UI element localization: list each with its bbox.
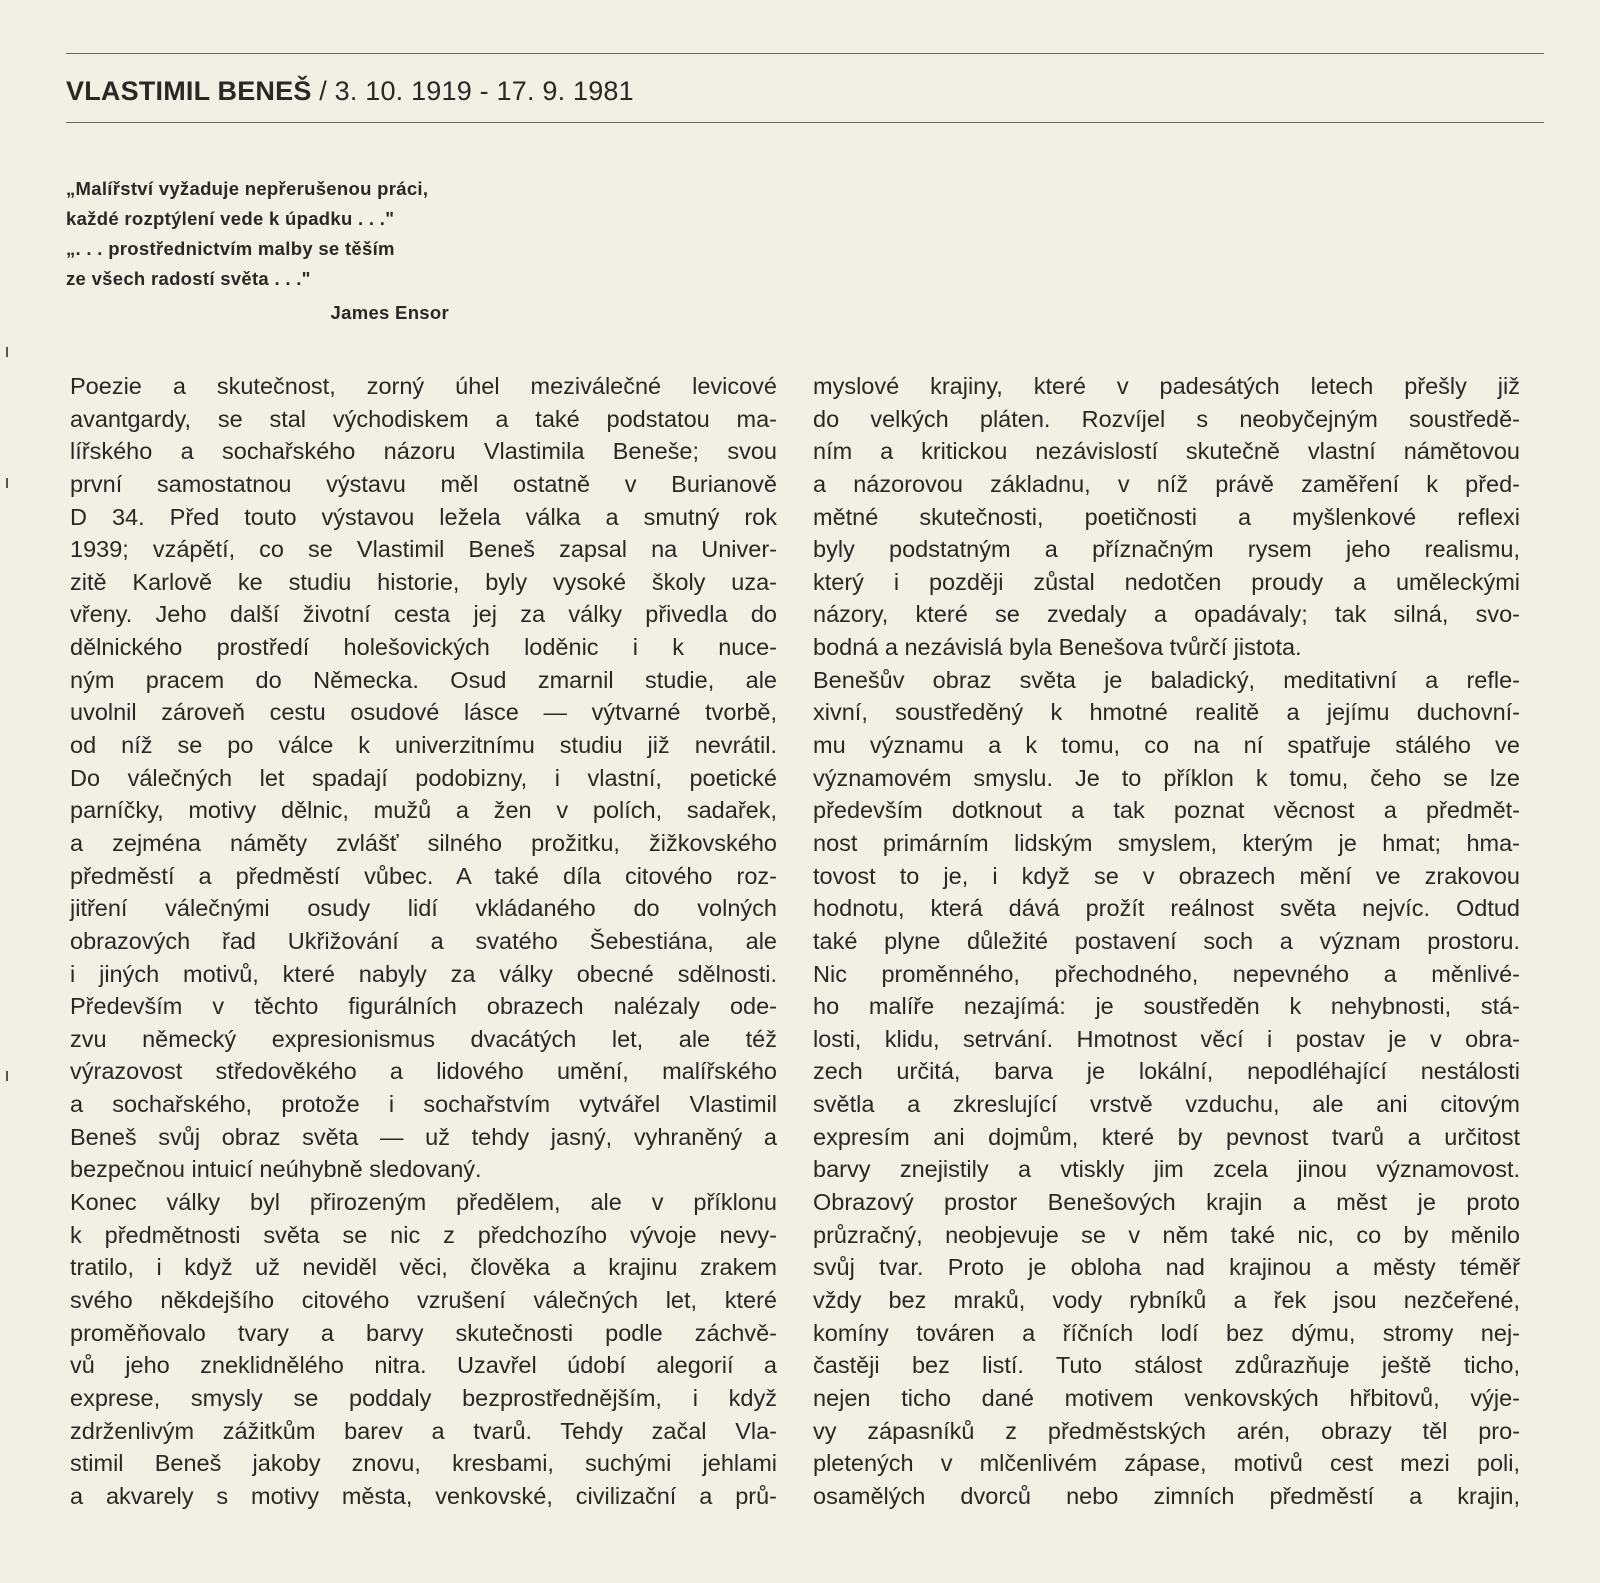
text-line: Obrazový prostor Benešových krajin a měst je proto: [813, 1189, 1520, 1216]
page-header: [66, 76, 634, 107]
text-line: a zejména náměty zvlášť silného prožitku, žižkovského: [70, 829, 777, 856]
text-line: a názorovou základnu, v níž právě zaměření k před-: [813, 470, 1520, 497]
text-line: bodná a nezávislá byla Benešova tvůrčí jistota.: [813, 634, 1302, 661]
text-line: xivní, soustředěný k hmotné realitě a jejímu duchovní-: [813, 699, 1520, 726]
text-line: mu významu a k tomu, co na ní spatřuje stálého ve: [813, 732, 1520, 759]
text-line: nost primárním lidským smyslem, kterým je hmat; hma-: [813, 829, 1520, 856]
text-line: výrazovost středověkého a lidového umění, malířského: [70, 1058, 777, 1085]
text-line: do velkých pláten. Rozvíjel s neobyčejným soustředě-: [813, 405, 1520, 432]
text-line: uvolnil zároveň cestu osudové lásce — výtvarné tvorbě,: [70, 699, 777, 726]
text-line: svého někdejšího citového vzrušení válečných let, které: [70, 1286, 777, 1313]
text-line: vždy bez mraků, vody rybníků a řek jsou nezčeřené,: [813, 1286, 1520, 1313]
text-line: vy zápasníků z předměstských arén, obrazy těl pro-: [813, 1417, 1520, 1444]
text-line: předměstí a předměstí vůbec. A také díla citového roz-: [70, 862, 777, 889]
text-line: lířského a sochařského názoru Vlastimila Beneše; svou: [70, 438, 777, 465]
text-line: Poezie a skutečnost, zorný úhel meziválečné levicové: [70, 373, 777, 399]
text-line: od níž se po válce k univerzitnímu studiu již nevrátil.: [70, 732, 777, 759]
text-column-left: [70, 370, 777, 1512]
quote-author: James Ensor: [330, 302, 449, 323]
text-line: také plyne důležité postavení soch a význam prostoru.: [813, 927, 1520, 954]
text-line: mětné skutečnosti, poetičnosti a myšlenkové reflexi: [813, 503, 1520, 530]
text-line: Nic proměnného, přechodného, nepevného a měnlivé-: [813, 960, 1520, 987]
text-line: průzračný, neobjevuje se v něm také nic, co by měnilo: [813, 1221, 1520, 1248]
text-line: myslové krajiny, které v padesátých letech přešly již: [813, 373, 1520, 399]
text-line: tovost to je, i když se v obrazech mění ve zrakovou: [813, 862, 1520, 889]
text-line: proměňovalo tvary a barvy skutečnosti podle záchvě-: [70, 1319, 777, 1346]
text-line: stimil Beneš jakoby znovu, kresbami, suchými jehlami: [70, 1450, 777, 1477]
text-line: světla a zkreslující vrstvě vzduchu, ale ani citovým: [813, 1091, 1520, 1118]
text-line: bezpečnou intuicí neúhybně sledovaný.: [70, 1156, 482, 1183]
text-line: pletených v mlčenlivém zápase, motivů cest mezi poli,: [813, 1450, 1520, 1477]
scan-mark: [6, 1071, 8, 1081]
text-line: jitření válečnými osudy lidí vkládaného do volných: [70, 895, 777, 922]
text-line: první samostatnou výstavu měl ostatně v Burianově: [70, 470, 777, 497]
text-line: ným pracem do Německa. Osud zmarnil studie, ale: [70, 666, 777, 693]
artist-name: VLASTIMIL BENEŠ: [66, 76, 312, 106]
text-line: losti, klidu, setrvání. Hmotnost věcí i postav je v obra-: [813, 1025, 1520, 1052]
quote-line: ze všech radostí světa . . .": [66, 268, 311, 289]
text-line: i jiných motivů, které nabyly za války obecné sdělnosti.: [70, 960, 777, 987]
text-line: významovém smyslu. Je to příklon k tomu, čeho se lze: [813, 764, 1520, 791]
scan-mark: [6, 347, 8, 357]
text-line: a sochařského, protože i sochařstvím vytvářel Vlastimil: [70, 1091, 777, 1118]
text-line: Konec války byl přirozeným předělem, ale v příklonu: [70, 1189, 777, 1216]
text-line: obrazových řad Ukřižování a svatého Šebestiána, ale: [70, 927, 777, 954]
text-line: avantgardy, se stal východiskem a také podstatou ma-: [70, 405, 777, 432]
text-line: vů jeho zneklidnělého nitra. Uzavřel údobí alegorií a: [70, 1352, 777, 1379]
text-line: tratilo, i když už neviděl věci, člověka a krajinu zrakem: [70, 1254, 777, 1281]
text-line: zech určitá, barva je lokální, nepodléhající nestálosti: [813, 1058, 1520, 1085]
epigraph-quote: [66, 174, 449, 328]
text-line: osamělých dvorců nebo zimních předměstí a krajin,: [813, 1482, 1520, 1509]
quote-line: každé rozptýlení vede k úpadku . . .": [66, 208, 395, 229]
text-line: který i později zůstal nedotčen proudy a uměleckými: [813, 568, 1520, 595]
text-line: zitě Karlově ke studiu historie, byly vysoké školy uza-: [70, 568, 777, 595]
text-line: exprese, smysly se poddaly bezprostřednějším, i když: [70, 1384, 777, 1411]
text-line: ním a kritickou nezávislostí skutečně vlastní námětovou: [813, 438, 1520, 465]
text-line: Do válečných let spadají podobizny, i vlastní, poetické: [70, 764, 777, 791]
text-line: hodnotu, která dává prožít reálnost světa nejvíc. Odtud: [813, 895, 1520, 922]
text-line: komíny továren a říčních lodí bez dýmu, stromy nej-: [813, 1319, 1520, 1346]
artist-dates: / 3. 10. 1919 - 17. 9. 1981: [311, 76, 634, 106]
text-line: především dotknout a tak poznat věcnost a předmět-: [813, 797, 1520, 824]
text-line: a akvarely s motivy města, venkovské, civilizační a prů-: [70, 1482, 777, 1509]
quote-line: „. . . prostřednictvím malby se těším: [66, 238, 395, 259]
text-line: zdrženlivým zážitkům barev a tvarů. Tehdy začal Vla-: [70, 1417, 777, 1444]
text-line: ho malíře nezajímá: je soustředěn k nehybnosti, stá-: [813, 993, 1520, 1020]
text-line: Především v těchto figurálních obrazech nalézaly ode-: [70, 993, 777, 1020]
text-line: barvy znejistily a vtiskly jim zcela jinou významovost.: [813, 1156, 1520, 1183]
quote-line: „Malířství vyžaduje nepřerušenou práci,: [66, 178, 429, 199]
text-line: k předmětnosti světa se nic z předchozího vývoje nevy-: [70, 1221, 777, 1248]
text-line: častěji bez listí. Tuto stálost zdůrazňuje ještě ticho,: [813, 1352, 1520, 1379]
text-line: Beneš svůj obraz světa — už tehdy jasný, vyhraněný a: [70, 1123, 777, 1150]
scan-mark: [6, 478, 8, 488]
text-line: svůj tvar. Proto je obloha nad krajinou a městy téměř: [813, 1254, 1520, 1281]
text-line: byly podstatným a příznačným rysem jeho realismu,: [813, 536, 1520, 563]
top-rule: [66, 53, 1544, 54]
text-line: nejen ticho dané motivem venkovských hřbitovů, výje-: [813, 1384, 1520, 1411]
text-line: expresím ani dojmům, které by pevnost tvarů a určitost: [813, 1123, 1520, 1150]
text-line: dělnického prostředí holešovických loděnic i k nuce-: [70, 634, 777, 661]
header-rule: [66, 122, 1544, 123]
text-line: Benešův obraz světa je baladický, meditativní a refle-: [813, 666, 1520, 693]
text-line: parníčky, motivy dělnic, mužů a žen v polích, sadařek,: [70, 797, 777, 824]
text-line: 1939; vzápětí, co se Vlastimil Beneš zapsal na Univer-: [70, 536, 777, 563]
text-line: D 34. Před touto výstavou ležela válka a smutný rok: [70, 503, 777, 530]
text-line: názory, které se zvedaly a opadávaly; tak silná, svo-: [813, 601, 1520, 628]
text-line: vřeny. Jeho další životní cesta jej za války přivedla do: [70, 601, 777, 628]
text-column-right: [813, 370, 1520, 1512]
text-line: zvu německý expresionismus dvacátých let, ale též: [70, 1025, 777, 1052]
